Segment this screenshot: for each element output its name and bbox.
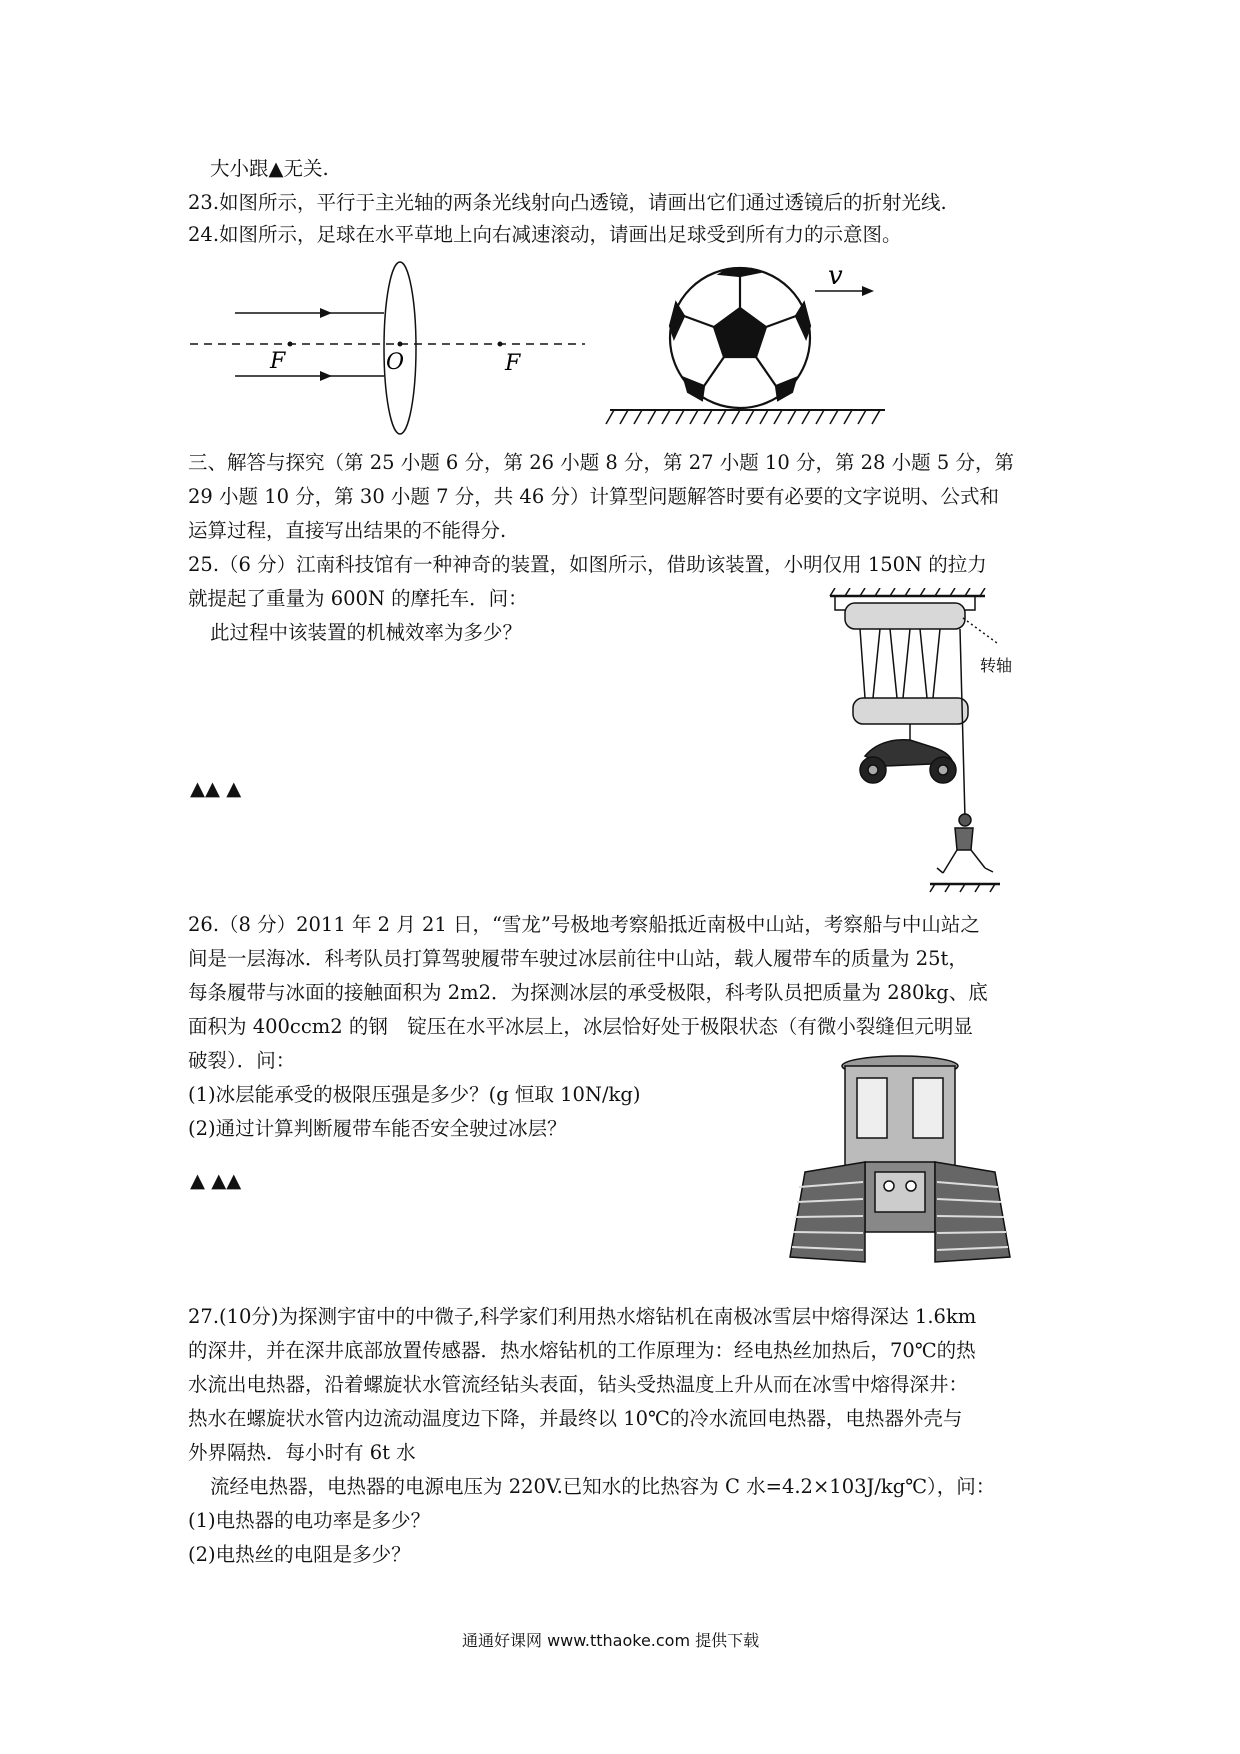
q26-answer-marks: ▲ ▲▲ <box>190 1169 242 1192</box>
pulley-figure <box>825 588 1025 898</box>
q27-sub2: (2)电热丝的电阻是多少？ <box>188 1543 411 1566</box>
q27-line2: 的深井，并在深井底部放置传感器．热水熔钻机的工作原理为：经电热丝加热后，70℃的热 <box>188 1339 976 1362</box>
focus-right-label: F <box>505 351 521 376</box>
q25-line3: 此过程中该装置的机械效率为多少？ <box>210 621 523 644</box>
optical-center-label: O <box>386 350 405 375</box>
page-footer: 通通好课网 www.tthaoke.com 提供下载 <box>462 1631 760 1650</box>
q25-answer-marks: ▲▲ ▲ <box>190 777 242 800</box>
q26-sub2: (2)通过计算判断履带车能否安全驶过冰层？ <box>188 1117 567 1140</box>
rotating-axis-label: 转轴 <box>980 656 1013 675</box>
q27-line3: 水流出电热器，沿着螺旋状水管流经钻头表面，钻头受热温度上升从而在冰雪中熔得深井： <box>188 1373 969 1396</box>
q26-line1: 26.（8 分）2011 年 2 月 21 日，“雪龙”号极地考察船抵近南极中山站，考察船与中山站之 <box>188 913 980 936</box>
q26-line3: 每条履带与冰面的接触面积为 2m2．为探测冰层的承受极限，科考队员把质量为 280kg、底 <box>188 981 988 1004</box>
tracked-vehicle-figure <box>785 1052 1015 1272</box>
q25-line2: 就提起了重量为 600N 的摩托车．问： <box>188 587 528 610</box>
lens-figure <box>190 258 590 438</box>
q27-line1: 27.(10分)为探测宇宙中的中微子,科学家们利用热水熔钻机在南极冰雪层中熔得深达 1.6km <box>188 1305 977 1328</box>
q22-tail: 大小跟▲无关. <box>210 157 329 180</box>
q26-line4: 面积为 400ccm2 的钢 锭压在水平冰层上，冰层恰好处于极限状态（有微小裂缝但元明显 <box>188 1015 973 1038</box>
q26-line2: 间是一层海冰．科考队员打算驾驶履带车驶过冰层前往中山站，载人履带车的质量为 25t， <box>188 947 968 970</box>
q27-line6: 流经电热器，电热器的电源电压为 220V.已知水的比热容为 C 水=4.2×103J/kg℃），问： <box>210 1475 996 1498</box>
section3-line3: 运算过程，直接写出结果的不能得分. <box>188 519 507 542</box>
q27-line4: 热水在螺旋状水管内边流动温度边下降，并最终以 10℃的冷水流回电热器，电热器外壳与 <box>188 1407 963 1430</box>
section3-line1: 三、解答与探究（第 25 小题 6 分，第 26 小题 8 分，第 27 小题 10 分，第 28 小题 5 分，第 <box>188 451 1014 474</box>
focus-left-label: F <box>270 349 286 374</box>
q23-text: 23.如图所示，平行于主光轴的两条光线射向凸透镜，请画出它们通过透镜后的折射光线. <box>188 191 947 214</box>
section3-line2: 29 小题 10 分，第 30 小题 7 分，共 46 分）计算型问题解答时要有必要的文字说明、公式和 <box>188 485 999 508</box>
q24-text: 24.如图所示，足球在水平草地上向右减速滚动，请画出足球受到所有力的示意图。 <box>188 223 902 246</box>
q27-sub1: (1)电热器的电功率是多少？ <box>188 1509 431 1532</box>
q25-line1: 25.（6 分）江南科技馆有一种神奇的装置，如图所示，借助该装置，小明仅用 150N 的拉力 <box>188 553 987 576</box>
ball-figure <box>600 258 900 438</box>
velocity-label: v <box>828 261 843 291</box>
q27-line5: 外界隔热．每小时有 6t 水 <box>188 1441 416 1464</box>
q26-line5: 破裂）．问： <box>188 1049 296 1072</box>
q26-sub1: (1)冰层能承受的极限压强是多少？(g 恒取 10N/kg) <box>188 1083 641 1106</box>
